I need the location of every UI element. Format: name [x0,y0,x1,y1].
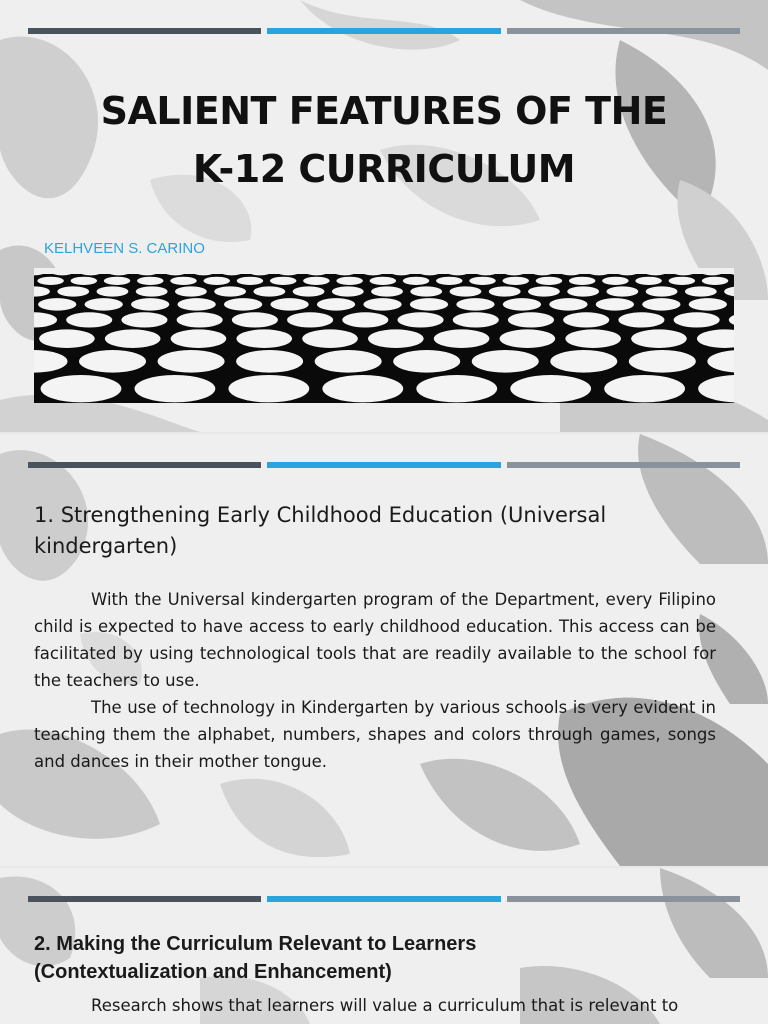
pattern-dot [302,329,358,348]
pattern-dot [177,298,215,310]
pattern-dot [175,286,207,296]
pattern-dot [618,312,664,327]
pattern-dot [57,286,89,296]
pattern-dot [105,329,161,348]
pattern-dot [450,286,482,296]
pattern-dot [253,286,285,296]
pattern-dot [322,375,403,402]
paragraph-1: Research shows that learners will value a curriculum that is relevant to [91,996,679,1015]
pattern-dot [674,312,720,327]
pattern-dot [315,350,382,373]
section-heading [34,500,724,562]
pattern-dot [71,277,97,285]
section-body [34,586,716,775]
page-title [40,82,728,198]
pattern-dot [549,298,587,310]
pattern-dot [410,286,442,296]
title-line-2: K-12 CURRICULUM [192,147,576,191]
pattern-dot [536,277,562,285]
pattern-dot [368,329,424,348]
pattern-dot [363,298,401,310]
decorative-bars [28,28,740,34]
pattern-dot [37,277,63,285]
decorative-bars [28,896,740,902]
pattern-dot [397,312,443,327]
pattern-dot [214,286,246,296]
pattern-dot [528,286,560,296]
pattern-dot [510,375,591,402]
pattern-dot [332,286,364,296]
section-body [34,992,716,1019]
pattern-dot [203,277,229,285]
pattern-dot [453,312,499,327]
bar-accent [267,462,500,468]
bar-accent [267,28,500,34]
pattern-dot [642,298,680,310]
bar-dark [28,462,261,468]
pattern-dot [646,286,678,296]
pattern-dot [500,329,556,348]
pattern-dot [689,298,727,310]
pattern-dot [393,350,460,373]
pattern-dot [631,329,687,348]
pattern-dot [104,277,130,285]
pattern-dot [569,277,595,285]
pattern-dot [456,298,494,310]
pattern-dot [436,277,462,285]
pattern-dot [66,312,112,327]
pattern-dot [287,312,333,327]
pattern-dot [508,312,554,327]
title-slide [0,0,768,432]
heading-line-2: (Contextualization and Enhancement) [34,961,392,983]
pattern-dot [489,286,521,296]
pattern-dot [224,298,262,310]
pattern-dot [121,312,167,327]
decorative-bars [28,462,740,468]
pattern-dot [550,350,617,373]
pattern-dot [567,286,599,296]
pattern-dot [336,277,362,285]
bar-dark [28,28,261,34]
pattern-dot [131,298,169,310]
pattern-dot [635,277,661,285]
content-slide-1 [0,434,768,866]
bar-light [507,896,740,902]
pattern-dot [79,350,146,373]
heading-line-1: 1. Strengthening Early Childhood Education (Universal [34,503,607,527]
pattern-dot [669,277,695,285]
pattern-dot [685,286,717,296]
section-heading [34,930,724,986]
pattern-dot [604,375,685,402]
pattern-dot [371,286,403,296]
pattern-dot [171,329,227,348]
title-line-1: SALIENT FEATURES OF THE [100,89,668,133]
pattern-dot [629,350,696,373]
paragraph-1: With the Universal kindergarten program of the Department, every Filipino child is expected to have access to early childhood education. This access can be facilitated by using technological tools that are readily available to the school for the teachers to use. [34,590,716,690]
pattern-dot [270,277,296,285]
pattern-dot [137,277,163,285]
pattern-dot [228,375,309,402]
heading-line-2: kindergarten) [34,534,178,558]
pattern-dot [85,298,123,310]
pattern-dot [136,286,168,296]
pattern-dot [342,312,388,327]
pattern-dot [177,312,223,327]
bar-accent [267,896,500,902]
pattern-dot [565,329,621,348]
bar-dark [28,896,261,902]
pattern-dot [97,286,129,296]
dots-pattern-image [34,268,734,403]
pattern-dot [410,298,448,310]
pattern-dot [303,277,329,285]
pattern-dot [232,312,278,327]
pattern-dot [158,350,225,373]
paragraph-2: The use of technology in Kindergarten by various schools is very evident in teaching them the alphabet, numbers, shapes and colors through games, songs and dances in their mother tongue. [34,698,716,771]
author-name: KELHVEEN S. CARINO [44,240,205,257]
pattern-dot [317,298,355,310]
pattern-dot [403,277,429,285]
pattern-dot [293,286,325,296]
pattern-dot [41,375,122,402]
pattern-dot [236,329,292,348]
pattern-dot [370,277,396,285]
pattern-dot [416,375,497,402]
bar-light [507,462,740,468]
pattern-dot [434,329,490,348]
content-slide-2 [0,868,768,1024]
pattern-dot [135,375,216,402]
pattern-dot [469,277,495,285]
pattern-dot [39,329,95,348]
pattern-dot [503,298,541,310]
pattern-top-edge [34,268,734,274]
pattern-dot [702,277,728,285]
pattern-dot [170,277,196,285]
heading-line-1: 2. Making the Curriculum Relevant to Learners [34,933,477,955]
pattern-dot [236,350,303,373]
pattern-dot [502,277,528,285]
pattern-dot [596,298,634,310]
pattern-dot [602,277,628,285]
bar-light [507,28,740,34]
pattern-dot [606,286,638,296]
pattern-dot [38,298,76,310]
pattern-dot [472,350,539,373]
pattern-dot [563,312,609,327]
pattern-dot [237,277,263,285]
pattern-dot [270,298,308,310]
